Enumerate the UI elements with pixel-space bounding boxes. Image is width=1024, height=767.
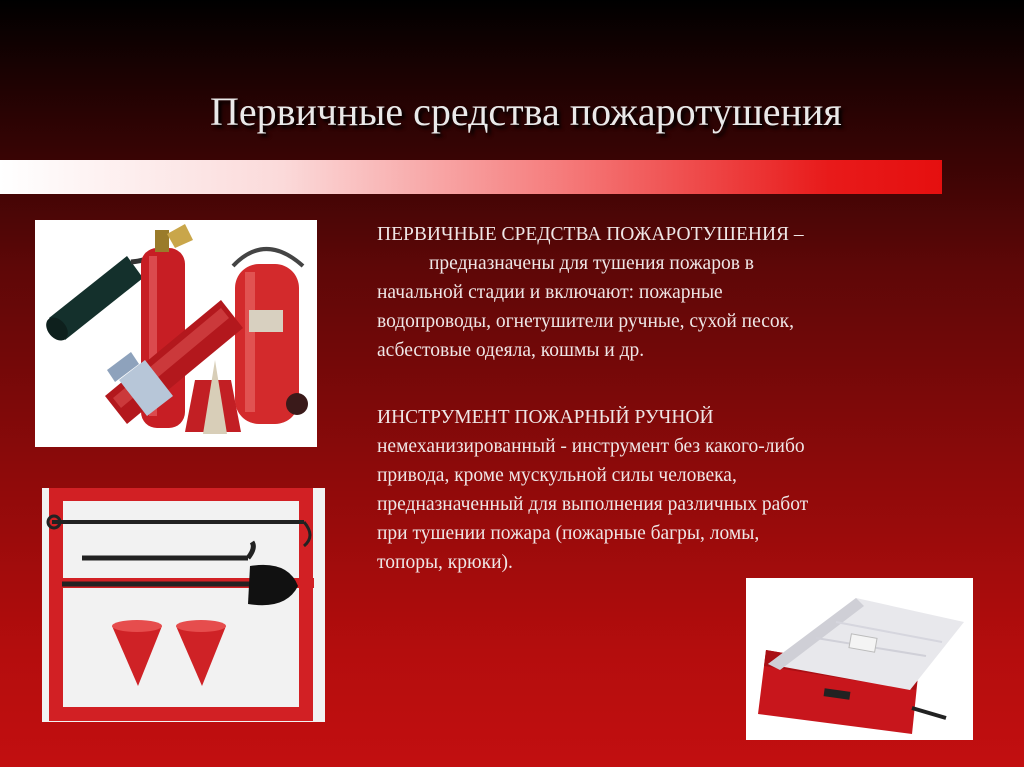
hand-tool-line: предназначенный для выполнения различных работ (377, 494, 809, 515)
hand-tool-paragraph (377, 403, 977, 577)
fire-extinguishers-photo (35, 220, 317, 447)
hand-tool-line: топоры, крюки). (377, 552, 513, 573)
primary-means-line: предназначены для тушения пожаров в (429, 253, 754, 274)
hand-tool-heading: ИНСТРУМЕНТ ПОЖАРНЫЙ РУЧНОЙ (377, 407, 714, 428)
primary-means-line: начальной стадии и включают: пожарные (377, 282, 723, 303)
title-gradient-bar (0, 160, 942, 194)
fire-tool-board-photo (42, 488, 325, 722)
slide-title: Первичные средства пожаротушения (210, 89, 842, 134)
hand-tool-line: немеханизированный - инструмент без какого-либо (377, 436, 805, 457)
primary-means-paragraph (377, 220, 977, 365)
primary-means-heading: ПЕРВИЧНЫЕ СРЕДСТВА ПОЖАРОТУШЕНИЯ – (377, 224, 804, 245)
primary-means-line: асбестовые одеяла, кошмы и др. (377, 340, 645, 361)
primary-means-line: водопроводы, огнетушители ручные, сухой песок, (377, 311, 794, 332)
hand-tool-line: привода, кроме мускульной силы человека, (377, 465, 737, 486)
hand-tool-line: при тушении пожара (пожарные багры, ломы, (377, 523, 760, 544)
fire-blanket-photo (746, 578, 973, 740)
